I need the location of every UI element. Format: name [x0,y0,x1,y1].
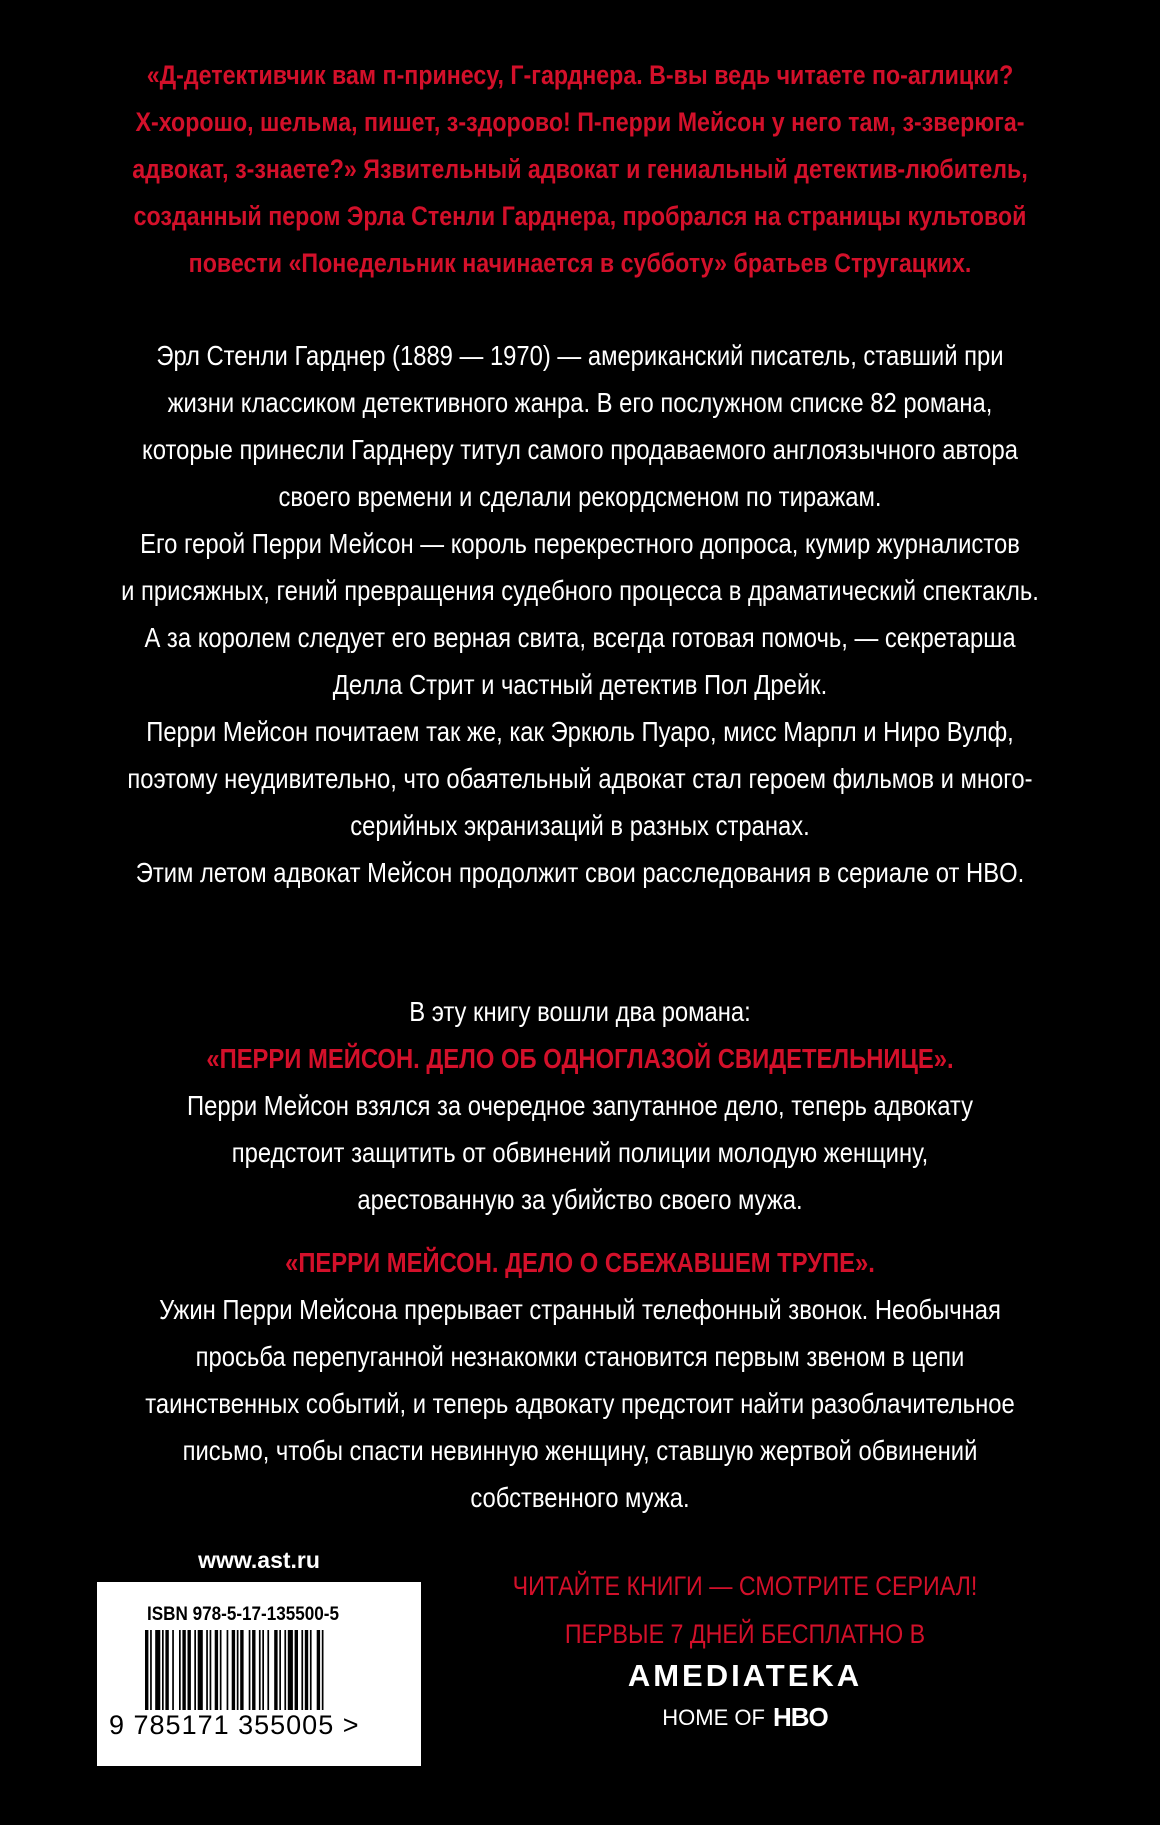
books-section [104,988,1056,1521]
book1-line: арестованную за убийство своего мужа. [357,1184,803,1215]
bio-line: А за королем следует его верная свита, всегда готовая помочь, — секретарша [144,622,1016,653]
book1-title: «ПЕРРИ МЕЙСОН. ДЕЛО ОБ ОДНОГЛАЗОЙ СВИДЕТЕЛЬНИЦЕ». [206,1043,954,1074]
promo-line-1: ЧИТАЙТЕ КНИГИ — СМОТРИТЕ СЕРИАЛ! [512,1571,978,1601]
home-of-label: HOME OF [662,1704,765,1730]
quote-line: созданный пером Эрла Стенли Гарднера, пробрался на страницы культовой [133,201,1027,231]
bio-line: жизни классиком детективного жанра. В его послужном списке 82 романа, [167,387,993,418]
home-of-hbo [560,1702,930,1733]
book2-line: Ужин Перри Мейсона прерывает странный телефонный звонок. Необычная [159,1294,1001,1325]
bio-line: своего времени и сделали рекордсменом по тиражам. [278,481,882,512]
promo-line-2: ПЕРВЫЕ 7 ДНЕЙ БЕСПЛАТНО В [564,1619,926,1649]
publisher-website[interactable]: www.ast.ru [97,1538,421,1582]
quote-line: повести «Понедельник начинается в субботу» братьев Стругацких. [188,248,972,278]
barcode-digits: 9 785171 355005 > [109,1710,360,1740]
book1-line: предстоит защитить от обвинений полиции молодую женщину, [231,1137,929,1168]
hbo-logo: HBO [772,1702,828,1732]
intro-quote [116,52,1045,287]
book2-line: собственного мужа. [470,1482,690,1513]
quote-line: адвокат, з-знаете?» Язвительный адвокат и гениальный детектив-любитель, [132,154,1028,184]
author-bio [104,332,1056,896]
bio-line: Делла Стрит и частный детектив Пол Дрейк. [332,669,828,700]
bio-line: Перри Мейсон почитаем так же, как Эркюль Пуаро, мисс Марпл и Ниро Вулф, [146,716,1014,747]
book2-line: таинственных событий, и теперь адвокату предстоит найти разоблачительное [145,1388,1015,1419]
barcode-icon [145,1630,381,1710]
barcode-block [97,1582,421,1766]
amediateka-logo: AMEDIATEKA [627,1658,863,1693]
bio-line: Этим летом адвокат Мейсон продолжит свои расследования в сериале от HBO. [135,857,1025,888]
bio-line: и присяжных, гений превращения судебного процесса в драматический спектакль. [121,575,1039,606]
quote-line: «Д-детективчик вам п-принесу, Г-гарднера. В-вы ведь читаете по-аглицки? [146,60,1014,90]
bio-line: поэтому неудивительно, что обаятельный адвокат стал героем фильмов и много- [127,763,1033,794]
quote-line: Х-хорошо, шельма, пишет, з-здорово! П-перри Мейсон у него там, з-зверюга- [135,107,1025,137]
promo-text [500,1562,990,1658]
bio-line: которые принесли Гарднеру титул самого продаваемого англоязычного автора [142,434,1018,465]
bio-line: Эрл Стенли Гарднер (1889 — 1970) — американский писатель, ставший при [156,340,1004,371]
book1-line: Перри Мейсон взялся за очередное запутанное дело, теперь адвокату [187,1090,973,1121]
isbn-label: ISBN 978-5-17-135500-5 [147,1604,340,1625]
book2-line: письмо, чтобы спасти невинную женщину, ставшую жертвой обвинений [182,1435,978,1466]
books-intro: В эту книгу вошли два романа: [409,996,751,1027]
book2-line: просьба перепуганной незнакомки становится первым звеном в цепи [195,1341,965,1372]
book2-title: «ПЕРРИ МЕЙСОН. ДЕЛО О СБЕЖАВШЕМ ТРУПЕ». [285,1247,875,1278]
bio-line: Его герой Перри Мейсон — король перекрестного допроса, кумир журналистов [140,528,1020,559]
bio-line: серийных экранизаций в разных странах. [350,810,810,841]
